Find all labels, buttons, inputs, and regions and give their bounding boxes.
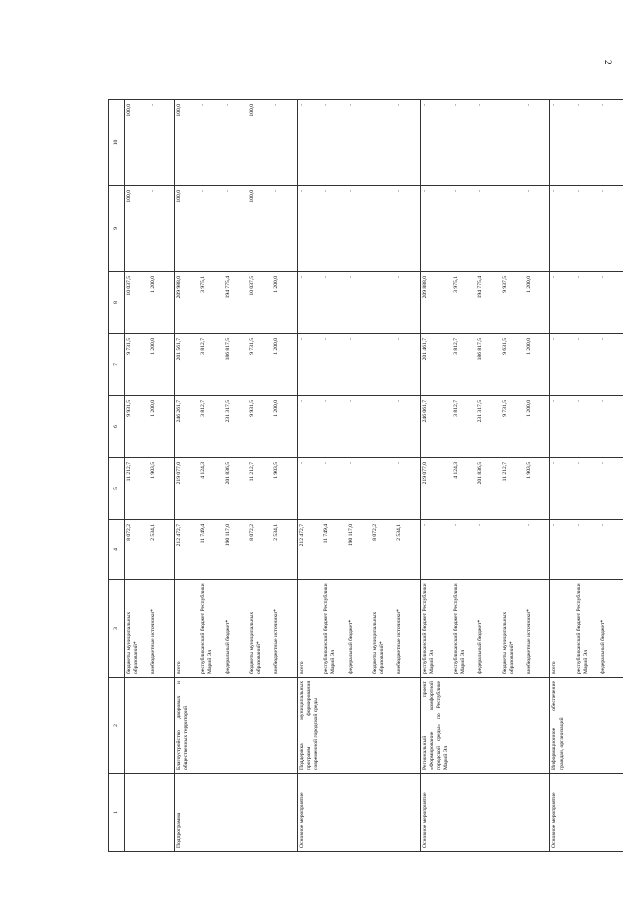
table-cell-col-4: 11 749,4 [322, 520, 346, 580]
table-row [125, 100, 150, 852]
table-cell-col-10: - [575, 100, 599, 186]
table-cell-col-6: 3 812,7 [199, 396, 223, 458]
table-cell-col-1 [395, 774, 420, 852]
table-cell-col-2 [272, 678, 297, 774]
table-cell-col-1 [575, 774, 599, 852]
table-row [297, 100, 322, 852]
table-cell-col-2 [199, 678, 223, 774]
column-header-10: 10 [109, 100, 125, 186]
table-cell-col-7: - [395, 334, 420, 396]
table-cell-col-10: - [452, 100, 476, 186]
table-row [149, 100, 174, 852]
table-cell-col-10: - [395, 100, 420, 186]
table-row [575, 100, 599, 852]
table-cell-col-6: 1 200,0 [149, 396, 174, 458]
table-cell-col-4: 11 749,4 [199, 520, 223, 580]
table-cell-col-5: 11 212,7 [248, 458, 272, 520]
table-cell-col-10: - [199, 100, 223, 186]
table-cell-col-5: 1 903,5 [149, 458, 174, 520]
table-cell-col-5: - [575, 458, 599, 520]
table-cell-col-10: - [224, 100, 248, 186]
column-header-3: 3 [109, 580, 125, 678]
page-number: 2 [603, 60, 613, 65]
table-cell-col-10 [501, 100, 525, 186]
table-cell-col-8: - [347, 272, 371, 334]
table-cell-col-9 [501, 186, 525, 272]
table-cell-col-1 [501, 774, 525, 852]
column-header-9: 9 [109, 186, 125, 272]
table-cell-col-2 [501, 678, 525, 774]
table-cell-col-2 [599, 678, 623, 774]
table-cell-col-7 [371, 334, 395, 396]
table-cell-col-1 [199, 774, 223, 852]
header-row [109, 100, 125, 852]
table-cell-col-10: - [347, 100, 371, 186]
table-cell-col-5: 11 212,7 [125, 458, 150, 520]
table-row [452, 100, 476, 852]
table-cell-col-8: 194 775,4 [476, 272, 500, 334]
table-cell-col-8: - [599, 272, 623, 334]
table-cell-col-4: 190 117,0 [347, 520, 371, 580]
table-cell-col-2 [525, 678, 550, 774]
table-cell-col-3: внебюджетные источники* [525, 580, 550, 678]
table-cell-col-9: - [297, 186, 322, 272]
table-cell-col-7: 9 731,5 [248, 334, 272, 396]
table-cell-col-4: - [476, 520, 500, 580]
table-cell-col-8: - [322, 272, 346, 334]
column-header-7: 7 [109, 334, 125, 396]
table-cell-col-10: - [525, 100, 550, 186]
table-cell-col-2 [371, 678, 395, 774]
table-cell-col-9: - [525, 186, 550, 272]
table-cell-col-6: - [550, 396, 575, 458]
table-cell-col-9: 100,0 [125, 186, 150, 272]
table-row [322, 100, 346, 852]
table-cell-col-1 [224, 774, 248, 852]
table-cell-col-3: республиканский бюджет Республики Марий Эл [452, 580, 476, 678]
table-cell-col-5: 219 077,0 [420, 458, 452, 520]
table-cell-col-6: 9 931,5 [248, 396, 272, 458]
table-cell-col-10: - [476, 100, 500, 186]
table-cell-col-7: 1 200,0 [272, 334, 297, 396]
table-cell-col-5: - [297, 458, 322, 520]
table-cell-col-9: - [452, 186, 476, 272]
table-cell-col-5: - [599, 458, 623, 520]
table-cell-col-3: всего [297, 580, 322, 678]
table-cell-col-10 [371, 100, 395, 186]
rotated-table-container [108, 100, 607, 852]
table-row [501, 100, 525, 852]
table-cell-col-2 [476, 678, 500, 774]
table-cell-col-4: 2 534,1 [149, 520, 174, 580]
table-cell-col-6: 1 200,0 [525, 396, 550, 458]
table-cell-col-7: 9 731,5 [125, 334, 150, 396]
table-cell-col-4 [501, 520, 525, 580]
table-cell-col-4: - [550, 520, 575, 580]
table-cell-col-10: - [149, 100, 174, 186]
table-cell-col-3: республиканский бюджет Республики Марий Эл [575, 580, 599, 678]
table-cell-col-4: 212 472,7 [297, 520, 322, 580]
table-cell-col-6: - [347, 396, 371, 458]
table-cell-col-7: 1 200,0 [525, 334, 550, 396]
table-cell-col-5: 201 836,5 [224, 458, 248, 520]
table-cell-col-6: 9 931,5 [125, 396, 150, 458]
table-cell-col-6 [371, 396, 395, 458]
table-cell-col-6: - [297, 396, 322, 458]
table-cell-col-3: внебюджетные источники* [272, 580, 297, 678]
table-cell-col-1 [599, 774, 623, 852]
table-cell-col-8: - [297, 272, 322, 334]
column-header-5: 5 [109, 458, 125, 520]
table-cell-col-1 [149, 774, 174, 852]
table-cell-col-7: - [575, 334, 599, 396]
table-cell-col-6: 246 261,7 [174, 396, 199, 458]
table-cell-col-3: внебюджетные источники* [395, 580, 420, 678]
table-cell-col-7: - [322, 334, 346, 396]
table-cell-col-3: всего [550, 580, 575, 678]
table-cell-col-7: 9 631,5 [501, 334, 525, 396]
table-cell-col-4: 190 117,0 [224, 520, 248, 580]
table-cell-col-9: - [395, 186, 420, 272]
table-cell-col-10: - [599, 100, 623, 186]
table-cell-col-8: 3 975,1 [199, 272, 223, 334]
table-cell-col-5: - [322, 458, 346, 520]
table-cell-col-6: - [322, 396, 346, 458]
table-cell-col-8: 3 975,1 [452, 272, 476, 334]
table-cell-col-3: бюджеты муниципальных образований* [371, 580, 395, 678]
table-cell-col-10: 100,0 [248, 100, 272, 186]
table-cell-col-2 [452, 678, 476, 774]
table-cell-col-10: - [272, 100, 297, 186]
column-header-4: 4 [109, 520, 125, 580]
table-cell-col-9: - [347, 186, 371, 272]
table-cell-col-7: 3 812,7 [452, 334, 476, 396]
table-cell-col-9: - [272, 186, 297, 272]
table-cell-col-7: 201 461,7 [420, 334, 452, 396]
table-cell-col-9: - [322, 186, 346, 272]
table-cell-col-2: Региональный проект «Формирование комфортной городской среды» по Республике Марий Эл [420, 678, 452, 774]
table-cell-col-2 [149, 678, 174, 774]
table-cell-col-8: - [575, 272, 599, 334]
table-cell-col-4: - [599, 520, 623, 580]
table-cell-col-1: Основное мероприятие [420, 774, 452, 852]
table-cell-col-5: 201 836,5 [476, 458, 500, 520]
table-cell-col-7: 201 561,7 [174, 334, 199, 396]
table-row [199, 100, 223, 852]
table-cell-col-1 [347, 774, 371, 852]
table-cell-col-10: - [550, 100, 575, 186]
table-cell-col-4: 8 072,2 [125, 520, 150, 580]
table-cell-col-1 [371, 774, 395, 852]
table-cell-col-2 [125, 678, 150, 774]
table-cell-col-3: бюджеты муниципальных образований* [501, 580, 525, 678]
table-cell-col-4: - [525, 520, 550, 580]
table-cell-col-9: - [420, 186, 452, 272]
table-cell-col-5: 4 124,3 [452, 458, 476, 520]
table-row [272, 100, 297, 852]
table-row [395, 100, 420, 852]
table-cell-col-3: федеральный бюджет* [476, 580, 500, 678]
table-cell-col-3: республиканский бюджет Республики Марий Эл [199, 580, 223, 678]
table-cell-col-3: федеральный бюджет* [224, 580, 248, 678]
table-cell-col-3: бюджеты муниципальных образований* [125, 580, 150, 678]
table-cell-col-8: 1 200,0 [272, 272, 297, 334]
table-cell-col-9: - [575, 186, 599, 272]
column-header-8: 8 [109, 272, 125, 334]
table-cell-col-3: республиканский бюджет Республики Марий Эл [420, 580, 452, 678]
table-cell-col-5: 219 077,0 [174, 458, 199, 520]
table-cell-col-1 [322, 774, 346, 852]
table-row [550, 100, 575, 852]
table-row [371, 100, 395, 852]
table-cell-col-3: республиканский бюджет Республики Марий Эл [322, 580, 346, 678]
table-cell-col-1 [452, 774, 476, 852]
table-cell-col-7: - [550, 334, 575, 396]
table-cell-col-10: - [297, 100, 322, 186]
table-cell-col-8: - [550, 272, 575, 334]
table-cell-col-8: 209 888,0 [420, 272, 452, 334]
funding-table [108, 99, 623, 852]
table-cell-col-5: - [395, 458, 420, 520]
table-cell-col-9: - [599, 186, 623, 272]
table-cell-col-4: 2 534,1 [395, 520, 420, 580]
table-cell-col-8: 209 988,0 [174, 272, 199, 334]
table-cell-col-10: 100,0 [125, 100, 150, 186]
table-cell-col-3: всего [174, 580, 199, 678]
table-cell-col-1 [272, 774, 297, 852]
table-cell-col-5: - [550, 458, 575, 520]
table-cell-col-8 [371, 272, 395, 334]
table-header [109, 100, 125, 852]
table-cell-col-9: - [550, 186, 575, 272]
table-cell-col-8: - [395, 272, 420, 334]
table-row [248, 100, 272, 852]
table-cell-col-8: 1 200,0 [525, 272, 550, 334]
table-cell-col-9: - [476, 186, 500, 272]
table-cell-col-1: Основное мероприятие [550, 774, 575, 852]
table-row [599, 100, 623, 852]
table-cell-col-4: 2 534,1 [272, 520, 297, 580]
table-cell-col-5: 1 903,5 [525, 458, 550, 520]
column-header-2: 2 [109, 678, 125, 774]
table-cell-col-3: внебюджетные источники* [149, 580, 174, 678]
table-cell-col-8: 10 037,5 [248, 272, 272, 334]
table-cell-col-8: 194 775,4 [224, 272, 248, 334]
table-cell-col-6: - [599, 396, 623, 458]
table-cell-col-2: Поддержка муниципальных программ формирования современной городской среды [297, 678, 322, 774]
table-cell-col-2 [224, 678, 248, 774]
table-row [174, 100, 199, 852]
table-cell-col-6: 231 317,5 [224, 396, 248, 458]
table-cell-col-9: - [224, 186, 248, 272]
table-cell-col-6: 246 061,7 [420, 396, 452, 458]
table-cell-col-4: - [420, 520, 452, 580]
table-cell-col-5: 1 903,5 [272, 458, 297, 520]
table-cell-col-9: 100,0 [174, 186, 199, 272]
table-cell-col-6: 3 812,7 [452, 396, 476, 458]
table-cell-col-10: - [322, 100, 346, 186]
table-cell-col-5: 11 212,7 [501, 458, 525, 520]
table-cell-col-7: 186 817,5 [476, 334, 500, 396]
table-cell-col-4: 8 072,2 [248, 520, 272, 580]
table-cell-col-2: Благоустройство дворовых и общественных территорий [174, 678, 199, 774]
table-cell-col-7: 1 200,0 [149, 334, 174, 396]
table-cell-col-10: 100,0 [174, 100, 199, 186]
column-header-1: 1 [109, 774, 125, 852]
table-cell-col-2 [248, 678, 272, 774]
table-cell-col-7: - [297, 334, 322, 396]
table-cell-col-7: 3 812,7 [199, 334, 223, 396]
table-cell-col-1 [525, 774, 550, 852]
table-row [525, 100, 550, 852]
table-cell-col-5: - [347, 458, 371, 520]
table-cell-col-2 [322, 678, 346, 774]
table-cell-col-8: 10 037,5 [125, 272, 150, 334]
table-cell-col-9: - [149, 186, 174, 272]
table-cell-col-4: - [452, 520, 476, 580]
table-cell-col-9 [371, 186, 395, 272]
table-cell-col-4: 8 072,2 [371, 520, 395, 580]
table-cell-col-1 [248, 774, 272, 852]
table-cell-col-1 [476, 774, 500, 852]
table-cell-col-6: 1 200,0 [272, 396, 297, 458]
table-cell-col-1: Подпрограмма [174, 774, 199, 852]
column-header-6: 6 [109, 396, 125, 458]
table-cell-col-9: - [199, 186, 223, 272]
table-cell-col-6: - [395, 396, 420, 458]
table-cell-col-2 [395, 678, 420, 774]
table-cell-col-1: Основное мероприятие [297, 774, 322, 852]
table-cell-col-6: - [575, 396, 599, 458]
table-cell-col-4: - [575, 520, 599, 580]
table-cell-col-7: - [599, 334, 623, 396]
table-cell-col-5: 4 124,3 [199, 458, 223, 520]
table-cell-col-10: - [420, 100, 452, 186]
table-cell-col-2 [347, 678, 371, 774]
table-cell-col-4: 212 472,7 [174, 520, 199, 580]
table-cell-col-7: 186 817,5 [224, 334, 248, 396]
table-row [347, 100, 371, 852]
table-cell-col-2 [575, 678, 599, 774]
table-cell-col-7: - [347, 334, 371, 396]
table-row [476, 100, 500, 852]
table-cell-col-1 [125, 774, 150, 852]
table-cell-col-3: федеральный бюджет* [347, 580, 371, 678]
table-cell-col-9: 100,0 [248, 186, 272, 272]
table-row [224, 100, 248, 852]
table-body [125, 100, 624, 852]
table-cell-col-8: 1 200,0 [149, 272, 174, 334]
table-row [420, 100, 452, 852]
table-cell-col-3: бюджеты муниципальных образований* [248, 580, 272, 678]
table-cell-col-6: 9 731,5 [501, 396, 525, 458]
table-cell-col-2: Информационное обеспечение граждан, организаций [550, 678, 575, 774]
table-cell-col-6: 231 317,5 [476, 396, 500, 458]
table-cell-col-8: 9 937,5 [501, 272, 525, 334]
table-cell-col-3: федеральный бюджет* [599, 580, 623, 678]
table-cell-col-5 [371, 458, 395, 520]
